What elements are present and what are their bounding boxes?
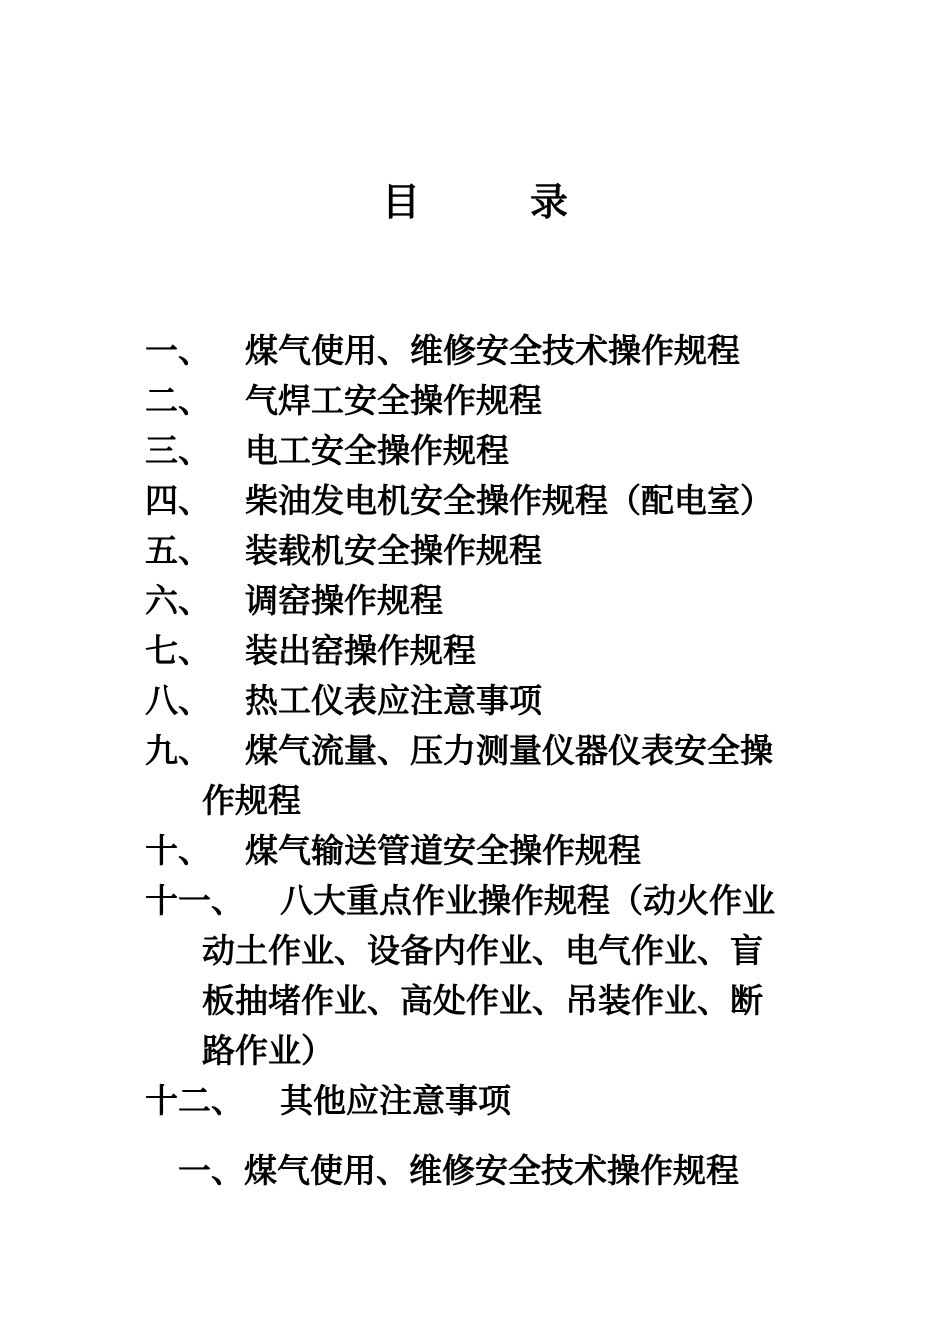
toc-item-3[interactable] bbox=[145, 426, 815, 476]
toc-title: 热工仪表应注意事项 bbox=[245, 681, 542, 720]
toc-number: 七、 bbox=[145, 631, 211, 670]
toc-item-4[interactable] bbox=[145, 476, 815, 526]
toc-title: 装出窑操作规程 bbox=[245, 631, 476, 670]
toc-title-continued: 路作业） bbox=[202, 1031, 334, 1070]
title-char-right: 录 bbox=[530, 179, 569, 224]
toc-title: 其他应注意事项 bbox=[280, 1081, 511, 1120]
toc-number: 五、 bbox=[145, 531, 211, 570]
toc-number: 十一、 bbox=[145, 881, 244, 920]
toc-number: 一、 bbox=[145, 331, 211, 370]
toc-number: 二、 bbox=[145, 381, 211, 420]
toc-number: 四、 bbox=[145, 481, 211, 520]
table-of-contents bbox=[145, 326, 815, 1126]
toc-item-5[interactable] bbox=[145, 526, 815, 576]
toc-item-8[interactable] bbox=[145, 676, 815, 726]
toc-title: 煤气流量、压力测量仪器仪表安全操 bbox=[245, 731, 773, 770]
toc-item-9[interactable] bbox=[145, 726, 815, 826]
toc-title: 气焊工安全操作规程 bbox=[245, 381, 542, 420]
toc-title: 柴油发电机安全操作规程（配电室） bbox=[245, 481, 773, 520]
toc-title: 装载机安全操作规程 bbox=[245, 531, 542, 570]
toc-title: 调窑操作规程 bbox=[245, 581, 443, 620]
toc-number: 十二、 bbox=[145, 1081, 244, 1120]
toc-title: 电工安全操作规程 bbox=[245, 431, 509, 470]
section-heading: 一、煤气使用、维修安全技术操作规程 bbox=[178, 1151, 739, 1190]
toc-number: 十、 bbox=[145, 831, 211, 870]
toc-number: 九、 bbox=[145, 731, 211, 770]
toc-title-continued: 作规程 bbox=[202, 781, 301, 820]
toc-title: 煤气使用、维修安全技术操作规程 bbox=[245, 331, 740, 370]
toc-number: 三、 bbox=[145, 431, 211, 470]
page-title bbox=[0, 176, 950, 228]
toc-item-7[interactable] bbox=[145, 626, 815, 676]
toc-item-11[interactable] bbox=[145, 876, 815, 1076]
toc-item-1[interactable] bbox=[145, 326, 815, 376]
toc-item-12[interactable] bbox=[145, 1076, 815, 1126]
toc-number: 八、 bbox=[145, 681, 211, 720]
toc-item-6[interactable] bbox=[145, 576, 815, 626]
toc-number: 六、 bbox=[145, 581, 211, 620]
toc-title-continued: 动土作业、设备内作业、电气作业、盲 bbox=[202, 931, 763, 970]
toc-title: 煤气输送管道安全操作规程 bbox=[245, 831, 641, 870]
toc-item-10[interactable] bbox=[145, 826, 815, 876]
toc-title: 八大重点作业操作规程（动火作业 bbox=[280, 881, 775, 920]
title-char-left: 目 bbox=[381, 179, 420, 224]
toc-item-2[interactable] bbox=[145, 376, 815, 426]
toc-title-continued: 板抽堵作业、高处作业、吊装作业、断 bbox=[202, 981, 763, 1020]
